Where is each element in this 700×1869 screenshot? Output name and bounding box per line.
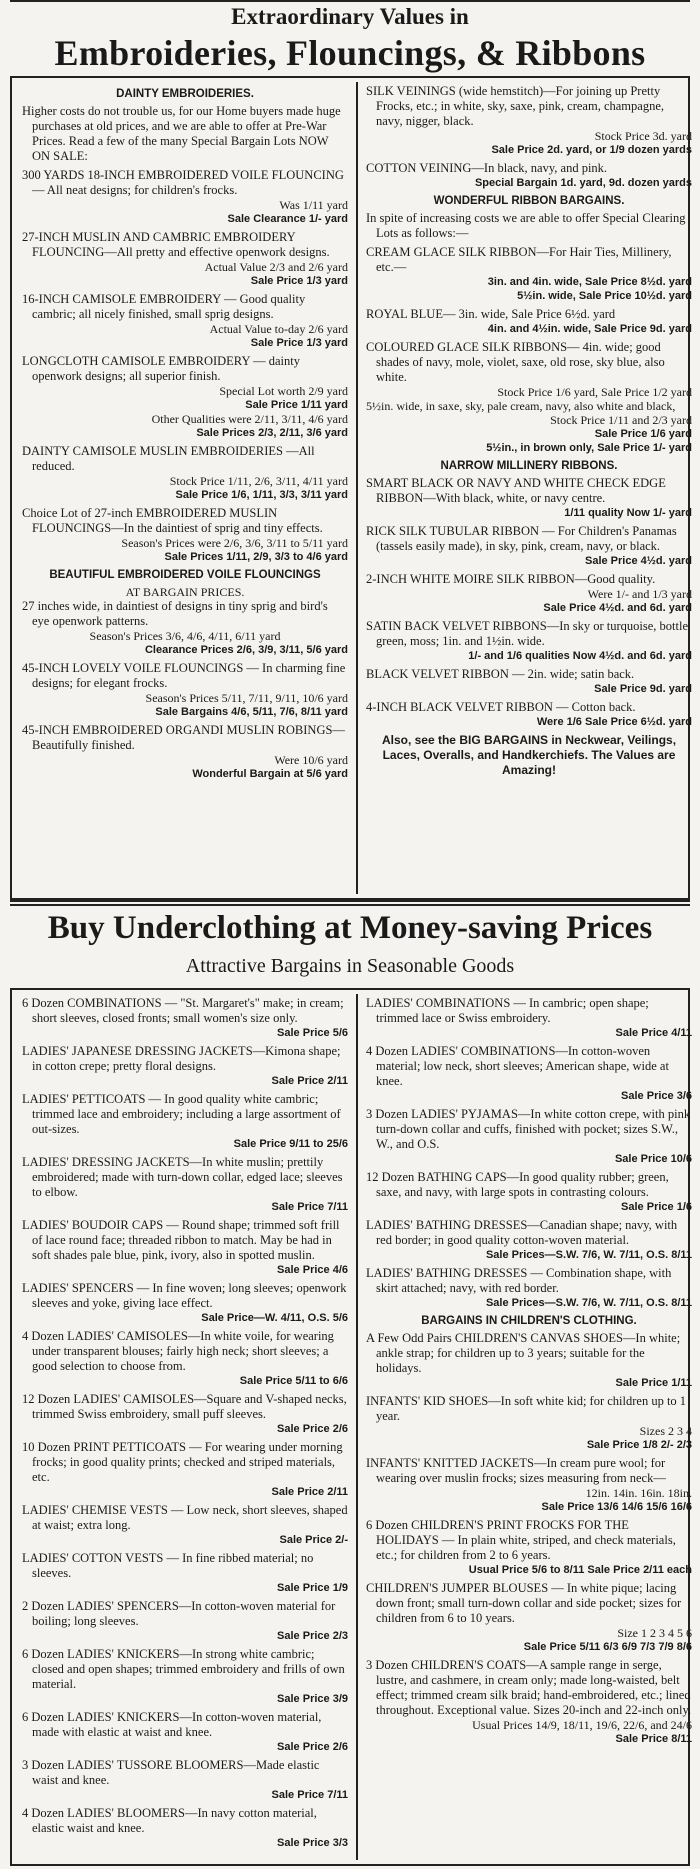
sale-price: 4in. and 4½in. wide, Sale Price 9d. yard	[487, 323, 692, 335]
headline-subtitle: Extraordinary Values in	[231, 4, 469, 29]
product-description: LADIES' COMBINATIONS — In cambric; open shape; trimmed lace or Swiss embroidery.	[366, 996, 649, 1025]
embroideries-right-column	[366, 84, 692, 892]
product-description: CHILDREN'S JUMPER BLOUSES — In white pique; lacing down front; small turn-down collar and side pocket; sizes for children from 6 to 10 years.	[366, 1581, 682, 1625]
underclothing-subheadline: Attractive Bargains in Seasonable Goods	[185, 955, 515, 977]
sale-price: Clearance Prices 2/6, 3/9, 3/11, 5/6 yard	[144, 644, 348, 656]
product-listing	[366, 1331, 692, 1390]
sale-price: Sale Prices 1/11, 2/9, 3/3 to 4/6 yard	[164, 551, 348, 563]
price-line: Sizes 2 3 4	[639, 1424, 692, 1438]
product-listing	[366, 1658, 692, 1746]
product-listing	[22, 444, 348, 502]
product-description: 4 Dozen LADIES' BLOOMERS—In navy cotton material, elastic waist and knee.	[22, 1806, 317, 1835]
sale-price: Sale Price 13/6 14/6 15/6 16/6	[541, 1501, 692, 1513]
price-line: Stock Price 1/11 and 2/3 yard	[550, 413, 692, 427]
product-description: LADIES' BOUDOIR CAPS — Round shape; trimmed soft frill of lace round face; threaded ribbon to match. May be had in soft shades pale blue, pink, ivory, also in spotted muslin.	[22, 1218, 340, 1262]
sale-price: 3in. and 4in. wide, Sale Price 8½d. yard	[487, 276, 692, 288]
product-listing	[22, 104, 348, 164]
product-listing	[22, 1155, 348, 1214]
price-line: Was 1/11 yard	[279, 198, 348, 212]
embroideries-section	[10, 76, 690, 900]
product-description: 12 Dozen LADIES' CAMISOLES—Square and V-shaped necks, trimmed Swiss embroidery, small puff sleeves.	[22, 1392, 347, 1421]
product-listing	[22, 1806, 348, 1850]
product-description: LADIES' SPENCERS — In fine woven; long sleeves; openwork sleeves and yoke, giving lace effect.	[22, 1281, 347, 1310]
product-listing	[366, 1266, 692, 1310]
price-line: Special Lot worth 2/9 yard	[219, 384, 348, 398]
product-description: RICK SILK TUBULAR RIBBON — For Children's Panamas (tassels easily made), in sky, pink, cream, navy, or black.	[366, 524, 677, 553]
price-line: Actual Value to-day 2/6 yard	[209, 322, 348, 336]
sale-price: Special Bargain 1d. yard, 9d. dozen yards	[474, 177, 692, 189]
product-listing	[22, 1503, 348, 1547]
sale-price: 1/11 quality Now 1/- yard	[564, 507, 692, 519]
section-heading: DAINTY EMBROIDERIES.	[116, 88, 254, 100]
section-divider-bottom	[10, 904, 690, 906]
product-listing	[22, 1281, 348, 1325]
product-listing	[366, 667, 692, 696]
price-line: 12in. 14in. 16in. 18in.	[585, 1486, 692, 1500]
product-description: CREAM GLACE SILK RIBBON—For Hair Ties, Millinery, etc.—	[366, 245, 672, 274]
section-heading: BARGAINS IN CHILDREN'S CLOTHING.	[421, 1315, 637, 1327]
product-description: 27 inches wide, in daintiest of designs in tiny sprig and bird's eye openwork patterns.	[22, 599, 328, 628]
product-listing	[366, 307, 692, 336]
product-description: 6 Dozen LADIES' KNICKERS—In strong white cambric; closed and open shapes; trimmed embroidery and frills of own material.	[22, 1647, 345, 1691]
product-description: LONGCLOTH CAMISOLE EMBROIDERY — dainty openwork designs; all superior finish.	[22, 354, 301, 383]
sale-price: Sale Price 5/11 to 6/6	[239, 1375, 348, 1387]
price-line: Season's Prices were 2/6, 3/6, 3/11 to 5/11 yard	[121, 536, 348, 550]
product-description: COTTON VEINING—In black, navy, and pink.	[366, 161, 608, 175]
sale-price: Sale Price 4/11	[615, 1027, 692, 1039]
product-listing	[22, 168, 348, 226]
sale-price: Sale Price 1/8 2/- 2/3	[586, 1439, 692, 1451]
product-description: SMART BLACK OR NAVY AND WHITE CHECK EDGE RIBBON—With black, white, or navy centre.	[366, 476, 666, 505]
product-description: Choice Lot of 27-inch EMBROIDERED MUSLIN FLOUNCINGS—In the daintiest of sprig and tiny effects.	[22, 506, 323, 535]
sale-price: Sale Price 2d. yard, or 1/9 dozen yards	[491, 144, 692, 156]
product-listing	[22, 1647, 348, 1706]
product-listing	[366, 700, 692, 729]
product-description: LADIES' JAPANESE DRESSING JACKETS—Kimona shape; in cotton crepe; pretty floral designs.	[22, 1044, 341, 1073]
sale-price: Sale Price 4/6	[277, 1264, 348, 1276]
sale-price: Sale Price 4½d. yard	[584, 555, 692, 567]
column-divider	[356, 994, 358, 1860]
sale-price: Wonderful Bargain at 5/6 yard	[192, 768, 348, 780]
product-listing	[22, 599, 348, 657]
product-description: 4-INCH BLACK VELVET RIBBON — Cotton back.	[366, 700, 636, 714]
product-description: 3 Dozen LADIES' PYJAMAS—In white cotton crepe, with pink turn-down collar and cuffs, finished with pocket; sizes S.W., W., and O.S.	[366, 1107, 691, 1151]
sale-price: Sale Price 5/11 6/3 6/9 7/3 7/9 8/6	[523, 1641, 692, 1653]
product-listing	[22, 1092, 348, 1151]
product-description: LADIES' DRESSING JACKETS—In white muslin; prettily embroidered; made with turn-down collar, edged lace; sleeves to elbow.	[22, 1155, 343, 1199]
underclothing-section	[10, 988, 690, 1866]
product-description: LADIES' BATHING DRESSES—Canadian shape; navy, with red border; in good quality cotton-woven material.	[366, 1218, 678, 1247]
section-heading: BEAUTIFUL EMBROIDERED VOILE FLOUNCINGS	[49, 569, 321, 581]
product-description: 2-INCH WHITE MOIRE SILK RIBBON—Good quality.	[366, 572, 656, 586]
product-description: 10 Dozen PRINT PETTICOATS — For wearing under morning frocks; in good quality prints; checked and striped materials, etc.	[22, 1440, 343, 1484]
headline-title: Embroideries, Flouncings, & Ribbons	[54, 33, 646, 73]
product-listing	[366, 619, 692, 663]
sale-price: Sale Price 7/11	[271, 1789, 348, 1801]
sale-price: Sale Price 1/3 yard	[250, 275, 348, 287]
product-listing	[366, 1518, 692, 1577]
product-description: COLOURED GLACE SILK RIBBONS— 4in. wide; good shades of navy, mole, violet, saxe, old rose, sky blue, also white.	[366, 340, 665, 384]
sale-price: Sale Prices—S.W. 7/6, W. 7/11, O.S. 8/11	[485, 1297, 692, 1309]
sale-price: Sale Price 3/6	[621, 1090, 692, 1102]
sale-price: Sale Price 2/11	[271, 1075, 348, 1087]
product-listing	[22, 354, 348, 440]
product-description: 27-INCH MUSLIN AND CAMBRIC EMBROIDERY FLOUNCING—All pretty and effective openwork designs.	[22, 230, 330, 259]
column-divider	[356, 82, 358, 894]
product-description: 6 Dozen CHILDREN'S PRINT FROCKS FOR THE HOLIDAYS — In plain white, striped, and check materials, etc.; for children from 2 to 6 years.	[366, 1518, 676, 1562]
sale-price: Sale Clearance 1/- yard	[227, 213, 348, 225]
product-listing	[22, 1218, 348, 1277]
product-listing	[22, 230, 348, 288]
product-listing	[366, 572, 692, 615]
product-description: 4 Dozen LADIES' COMBINATIONS—In cotton-woven material; low neck, short sleeves; American shape, wide at knee.	[366, 1044, 669, 1088]
section-heading: NARROW MILLINERY RIBBONS.	[440, 460, 618, 472]
price-line: Stock Price 3d. yard	[594, 129, 692, 143]
product-listing	[22, 1329, 348, 1388]
price-line: Were 1/- and 1/3 yard	[587, 587, 692, 601]
price-line: Season's Prices 3/6, 4/6, 4/11, 6/11 yard	[89, 629, 281, 643]
sale-price: Sale Price 4½d. and 6d. yard	[543, 602, 692, 614]
product-listing	[366, 1044, 692, 1103]
product-description: A Few Odd Pairs CHILDREN'S CANVAS SHOES—In white; ankle strap; for children up to 3 years; suitable for the holidays.	[366, 1331, 681, 1375]
price-line: Size 1 2 3 4 5 6	[617, 1626, 692, 1640]
product-listing	[22, 292, 348, 350]
product-description: SATIN BACK VELVET RIBBONS—In sky or turquoise, bottle green, moss; 1in. and 1½in. wide.	[366, 619, 689, 648]
product-listing	[366, 524, 692, 568]
product-listing	[366, 84, 692, 157]
product-description: 45-INCH EMBROIDERED ORGANDI MUSLIN ROBINGS—Beautifully finished.	[22, 723, 345, 752]
sale-price: Sale Price 10/6	[614, 1153, 692, 1165]
product-listing	[22, 661, 348, 719]
price-line: 5½in. wide, in saxe, sky, pale cream, navy, also white and black,	[366, 399, 676, 413]
product-listing	[22, 1392, 348, 1436]
product-listing	[22, 1440, 348, 1499]
sale-price: Sale Price 5/6	[277, 1027, 348, 1039]
underclothing-left-column	[22, 996, 348, 1858]
product-listing	[22, 996, 348, 1040]
product-description: 16-INCH CAMISOLE EMBROIDERY — Good quality cambric; all nicely finished, small sprig designs.	[22, 292, 306, 321]
sale-price: Sale Price 2/6	[277, 1741, 348, 1753]
product-listing	[366, 1581, 692, 1654]
product-listing	[366, 211, 692, 241]
sale-price: Sale Price 1/6	[621, 1201, 692, 1213]
product-description: 3 Dozen LADIES' TUSSORE BLOOMERS—Made elastic waist and knee.	[22, 1758, 320, 1787]
sale-price: 5½in., in brown only, Sale Price 1/- yard	[486, 442, 692, 454]
sale-price: Sale Price 2/-	[279, 1534, 348, 1546]
product-description: 45-INCH LOVELY VOILE FLOUNCINGS — In charming fine designs; for elegant frocks.	[22, 661, 346, 690]
price-line: Other Qualities were 2/11, 3/11, 4/6 yard	[151, 412, 348, 426]
product-listing	[366, 1170, 692, 1214]
price-line: Stock Price 1/11, 2/6, 3/11, 4/11 yard	[169, 474, 348, 488]
product-listing	[366, 1107, 692, 1166]
product-listing	[366, 1218, 692, 1262]
product-description: LADIES' COTTON VESTS — In fine ribbed material; no sleeves.	[22, 1551, 314, 1580]
sale-price: Sale Prices—S.W. 7/6, W. 7/11, O.S. 8/11	[485, 1249, 692, 1261]
closing-note: Also, see the BIG BARGAINS in Neckwear, Veilings, Laces, Overalls, and Handkerchiefs. The Values are Amazing!	[381, 733, 677, 777]
product-listing	[366, 1456, 692, 1514]
product-description: 6 Dozen LADIES' KNICKERS—In cotton-woven material, made with elastic at waist and knee.	[22, 1710, 322, 1739]
product-description: INFANTS' KNITTED JACKETS—In cream pure wool; for wearing over muslin frocks; sizes measuring from neck—	[366, 1456, 666, 1485]
product-description: 2 Dozen LADIES' SPENCERS—In cotton-woven material for boiling; long sleeves.	[22, 1599, 336, 1628]
product-listing	[22, 723, 348, 781]
sale-price: Sale Price 9d. yard	[594, 683, 692, 695]
product-description: ROYAL BLUE— 3in. wide, Sale Price 6½d. yard	[366, 307, 616, 321]
sale-price: Sale Price 3/9	[277, 1693, 348, 1705]
sale-price: Sale Bargains 4/6, 5/11, 7/6, 8/11 yard	[155, 706, 348, 718]
product-listing	[366, 340, 692, 455]
sale-price: Sale Price 2/6	[277, 1423, 348, 1435]
sale-price: Sale Price 1/11	[615, 1377, 692, 1389]
sale-price: 5½in. wide, Sale Price 10½d. yard	[517, 290, 692, 302]
product-description: 6 Dozen COMBINATIONS — "St. Margaret's" make; in cream; short sleeves, closed fronts; small women's size only.	[22, 996, 344, 1025]
product-description: 4 Dozen LADIES' CAMISOLES—In white voile, for wearing under transparent blouses; fairly high neck; short sleeves; a good selection to choose from.	[22, 1329, 334, 1373]
sale-price: Sale Price 3/3	[277, 1837, 348, 1849]
underclothing-right-column	[366, 996, 692, 1858]
sale-price: Sale Price 1/9	[277, 1582, 348, 1594]
product-description: LADIES' PETTICOATS — In good quality white cambric; trimmed lace and embroidery; including a large assortment of out-sizes.	[22, 1092, 341, 1136]
sale-price: Sale Price 1/3 yard	[250, 337, 348, 349]
product-description: In spite of increasing costs we are able to offer Special Clearing Lots as follows:—	[366, 211, 686, 240]
sale-price: Usual Price 5/6 to 8/11 Sale Price 2/11 each	[468, 1564, 692, 1576]
sale-price: Were 1/6 Sale Price 6½d. yard	[536, 716, 692, 728]
price-line: Actual Value 2/3 and 2/6 yard	[204, 260, 348, 274]
sale-price: Sale Price 2/11	[271, 1486, 348, 1498]
top-border	[10, 0, 690, 2]
product-listing	[366, 996, 692, 1040]
product-description: 300 YARDS 18-INCH EMBROIDERED VOILE FLOUNCING — All neat designs; for children's frocks.	[22, 168, 344, 197]
product-listing	[22, 506, 348, 564]
product-listing	[366, 476, 692, 520]
sale-price: Sale Price 2/3	[277, 1630, 348, 1642]
price-line: Stock Price 1/6 yard, Sale Price 1/2 yard	[497, 385, 692, 399]
product-listing	[22, 1599, 348, 1643]
sale-price: Sale Price 8/11	[615, 1733, 692, 1745]
centered-line: AT BARGAIN PRICES.	[125, 585, 245, 599]
product-description: Higher costs do not trouble us, for our Home buyers made huge purchases at old prices, and we are able to offer at Pre-War Prices. Read a few of the many Special Bargain Lots NOW ON SALE:	[22, 104, 341, 163]
product-description: INFANTS' KID SHOES—In soft white kid; for children up to 1 year.	[366, 1394, 687, 1423]
product-listing	[366, 1394, 692, 1452]
product-description: LADIES' BATHING DRESSES — Combination shape, with skirt attached; navy, with red border.	[366, 1266, 672, 1295]
product-description: LADIES' CHEMISE VESTS — Low neck, short sleeves, shaped at waist; extra long.	[22, 1503, 348, 1532]
product-listing	[22, 1044, 348, 1088]
product-description: SILK VEININGS (wide hemstitch)—For joining up Pretty Frocks, etc.; in white, sky, saxe, pink, cream, champagne, navy, nigger, black.	[366, 84, 664, 128]
product-listing	[22, 1758, 348, 1802]
price-line: Were 10/6 yard	[274, 753, 348, 767]
sale-price: Sale Prices 2/3, 2/11, 3/6 yard	[196, 427, 348, 439]
product-description: DAINTY CAMISOLE MUSLIN EMBROIDERIES —All reduced.	[22, 444, 315, 473]
price-line: Season's Prices 5/11, 7/11, 9/11, 10/6 yard	[145, 691, 348, 705]
section-heading: WONDERFUL RIBBON BARGAINS.	[433, 195, 625, 207]
product-description: 12 Dozen BATHING CAPS—In good quality rubber; green, saxe, and navy, with large spots in contrasting colours.	[366, 1170, 669, 1199]
section-divider-top	[10, 900, 690, 902]
product-listing	[366, 161, 692, 190]
sale-price: Sale Price—W. 4/11, O.S. 5/6	[201, 1312, 348, 1324]
sale-price: Sale Price 1/6, 1/11, 3/3, 3/11 yard	[175, 489, 348, 501]
sale-price: Sale Price 9/11 to 25/6	[233, 1138, 348, 1150]
product-listing	[366, 245, 692, 303]
price-line: Usual Prices 14/9, 18/11, 19/6, 22/6, and 24/6	[472, 1718, 692, 1732]
product-listing	[22, 1710, 348, 1754]
sale-price: Sale Price 1/11 yard	[245, 399, 348, 411]
sale-price: Sale Price 7/11	[271, 1201, 348, 1213]
sale-price: Sale Price 1/6 yard	[594, 428, 692, 440]
product-listing	[22, 1551, 348, 1595]
underclothing-headline: Buy Underclothing at Money-saving Prices	[47, 910, 653, 946]
sale-price: 1/- and 1/6 qualities Now 4½d. and 6d. yard	[468, 650, 692, 662]
embroideries-left-column	[22, 84, 348, 892]
product-description: 3 Dozen CHILDREN'S COATS—A sample range in serge, lustre, and cashmere, in cream only; made long-waisted, belt effect; trimmed cream silk braid; hand-embroidered, etc.; lined throughout. Exceptional value. Sizes 20-inch and 22-inch only.	[366, 1658, 692, 1717]
product-description: BLACK VELVET RIBBON — 2in. wide; satin back.	[366, 667, 635, 681]
